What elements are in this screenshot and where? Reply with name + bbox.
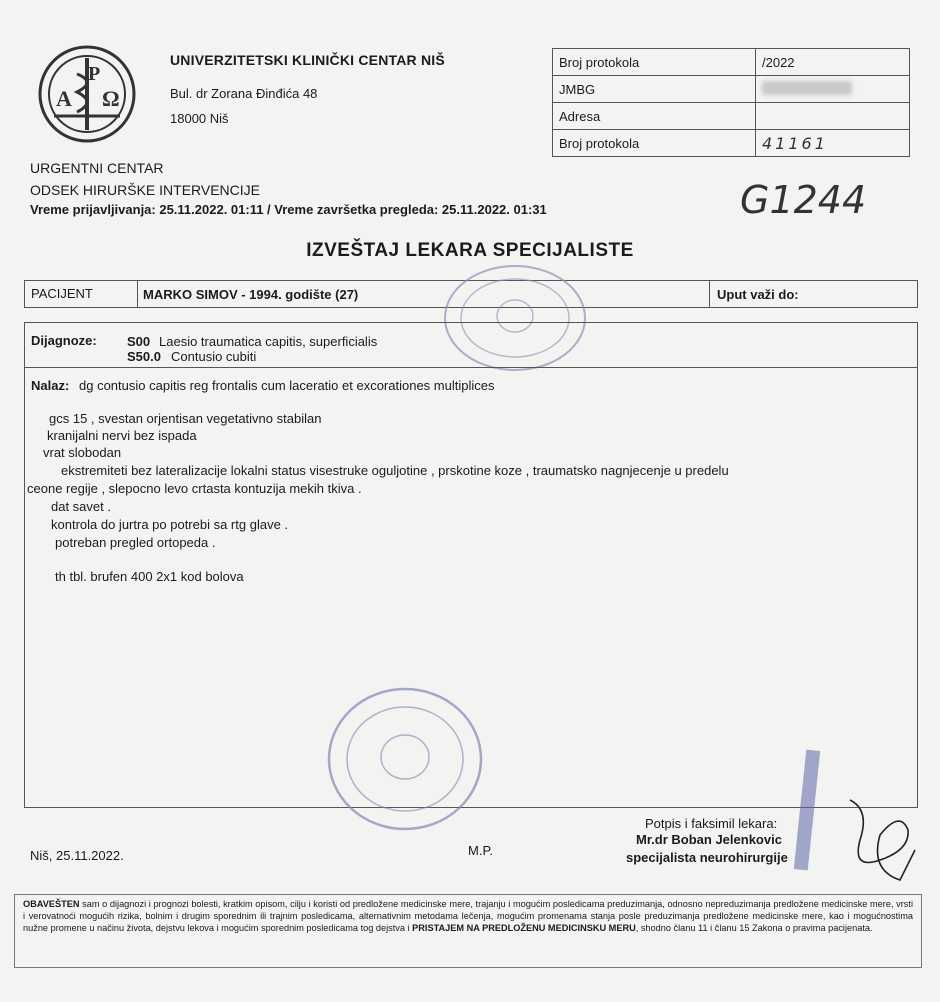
protocol-row <box>553 49 910 76</box>
institution-name: UNIVERZITETSKI KLINIČKI CENTAR NIŠ <box>170 52 445 68</box>
place-date: Niš, 25.11.2022. <box>30 848 124 863</box>
consent-text-end: , shodno članu 11 i članu 15 Zakona o pravima pacijenata. <box>635 922 873 933</box>
signature <box>790 740 930 890</box>
hospital-logo <box>32 44 142 144</box>
logo-letter-p: P <box>88 63 101 85</box>
consent-agreement: PRISTAJEM NA PREDLOŽENU MEDICINSKU MERU <box>412 922 636 933</box>
findings-line: th tbl. brufen 400 2x1 kod bolova <box>55 569 244 584</box>
findings-line: kranijalni nervi bez ispada <box>47 428 197 443</box>
protocol-row <box>553 130 910 157</box>
findings-label: Nalaz: <box>31 378 70 393</box>
findings-first-line: dg contusio capitis reg frontalis cum laceratio et excorationes multiplices <box>79 378 495 393</box>
jmbg-value <box>756 76 910 103</box>
department-line-2: ODSEK HIRURŠKE INTERVENCIJE <box>30 182 261 198</box>
visit-times: Vreme prijavljivanja: 25.11.2022. 01:11 / Vreme završetka pregleda: 25.11.2022. 01:31 <box>30 202 547 217</box>
diagnoses-label: Dijagnoze: <box>31 333 97 348</box>
address-label: Adresa <box>553 103 756 130</box>
signature-label: Potpis i faksimil lekara: <box>645 816 778 831</box>
protocol-row <box>553 103 910 130</box>
divider <box>709 281 710 307</box>
findings-line: ekstremiteti bez lateralizacije lokalni status visestruke oguljotine , prskotine koze , traumatsko nagnjecenje u predelu <box>61 463 729 478</box>
findings-line: ceone regije , slepocno levo crtasta kontuzija mekih tkiva . <box>27 481 362 496</box>
protocol-table <box>552 48 910 157</box>
stamp-place-label: M.P. <box>468 843 494 858</box>
referral-valid-label: Uput važi do: <box>717 287 799 302</box>
consent-lead: OBAVEŠTEN <box>23 899 80 909</box>
diagnosis-code: S00 <box>127 334 151 349</box>
diagnosis-code: S50.0 <box>127 349 161 364</box>
jmbg-label: JMBG <box>553 76 756 103</box>
institution-address: Bul. dr Zorana Đinđića 48 <box>170 86 318 101</box>
redacted-blur <box>762 81 852 95</box>
official-stamp-bottom <box>325 685 485 833</box>
consent-text: sam o dijagnozi i prognozi bolesti, kratkim opisom, cilju i koristi od predložene medicinske mere, trajanju i mogućim posledicama preduzimanja, odnosno nepreduzimanja predložene medicinske mere, vrsti i verovatnoći mogućih rizika, bolnim i drugim sporednim ili trajnim posledicama, alternativnim metodama lečenja, mogućim promenama stanja posle preduzimanja predložene medicinske mere, kao i mogućnostima nužne promene u načinu života, dejstvu lekova i mogućim sporednim posledicama tog dejstva i <box>23 899 913 933</box>
diagnosis-text: Contusio cubiti <box>171 349 257 364</box>
protocol-label-2: Broj protokola <box>553 130 756 157</box>
department-line-1: URGENTNI CENTAR <box>30 160 164 176</box>
document-title: IZVEŠTAJ LEKARA SPECIJALISTE <box>306 240 634 261</box>
diagnosis-text: Laesio traumatica capitis, superficialis <box>159 334 378 349</box>
doctor-name: Mr.dr Boban Jelenkovic <box>636 832 782 847</box>
doctor-specialty: specijalista neurohirurgije <box>626 850 788 865</box>
logo-letter-omega: Ω <box>102 86 120 111</box>
logo-letter-a: A <box>56 86 72 111</box>
patient-label: PACIJENT <box>31 286 93 301</box>
patient-name: MARKO SIMOV - 1994. godište (27) <box>143 287 359 302</box>
protocol-row <box>553 76 910 103</box>
handwritten-number: G1244 <box>740 178 867 222</box>
divider <box>137 281 138 307</box>
address-value <box>756 103 910 130</box>
institution-city: 18000 Niš <box>170 111 229 126</box>
protocol-number-handwritten: 41161 <box>756 130 910 157</box>
findings-line: potreban pregled ortopeda . <box>55 535 216 550</box>
findings-line: vrat slobodan <box>43 445 122 460</box>
findings-line: dat savet . <box>51 499 111 514</box>
findings-line: gcs 15 , svestan orjentisan vegetativno stabilan <box>49 411 322 426</box>
findings-line: kontrola do jurtra po potrebi sa rtg glave . <box>51 517 289 532</box>
divider <box>25 367 917 368</box>
consent-box <box>14 894 922 968</box>
protocol-value: /2022 <box>756 49 910 76</box>
protocol-label: Broj protokola <box>553 49 756 76</box>
